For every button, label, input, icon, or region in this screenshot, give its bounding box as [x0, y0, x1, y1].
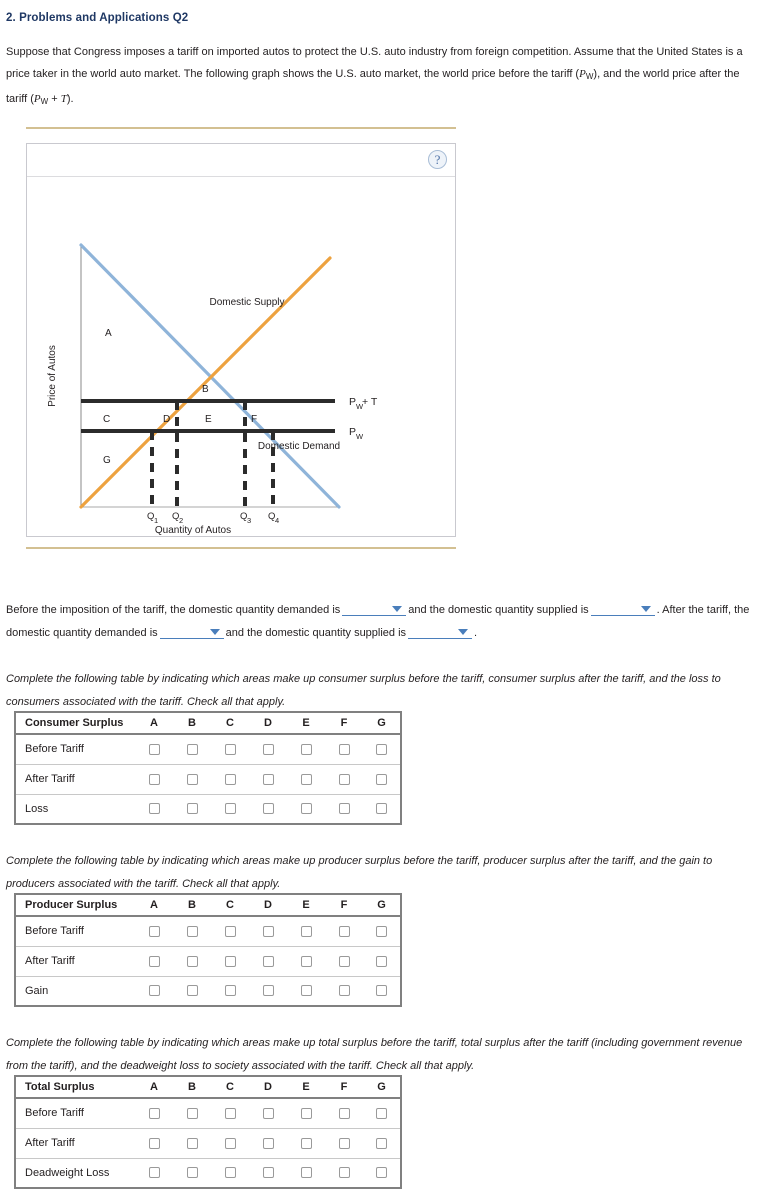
total-surplus-table — [14, 1075, 402, 1189]
pw-symbol-2: P — [33, 93, 41, 105]
cell-ps-after-b[interactable] — [173, 946, 211, 976]
checkbox[interactable] — [339, 803, 350, 814]
checkbox[interactable] — [263, 926, 274, 937]
q1-sub: 1 — [154, 516, 159, 525]
checkbox[interactable] — [149, 1108, 160, 1119]
checkbox[interactable] — [263, 956, 274, 967]
checkbox[interactable] — [376, 985, 387, 996]
cs-instr-line-1: Complete the following table by indicating which areas make up consumer surplus before the tariff, consumer surplus after the tariff, and the loss to — [6, 673, 721, 685]
row-label-after-tariff: After Tariff — [15, 1128, 135, 1158]
checkbox[interactable] — [149, 1138, 160, 1149]
table-row — [15, 976, 401, 1006]
domestic-demand-label: Domestic Demand — [257, 441, 341, 452]
checkbox[interactable] — [301, 985, 312, 996]
checkbox[interactable] — [376, 803, 387, 814]
table-row — [15, 916, 401, 946]
cell-ts-before-c[interactable] — [211, 1098, 249, 1128]
pw-symbol-1: P — [579, 68, 586, 80]
checkbox[interactable] — [301, 774, 312, 785]
cell-cs-after-a[interactable] — [135, 764, 173, 794]
cell-cs-after-d[interactable] — [249, 764, 287, 794]
price-label-pw — [349, 426, 364, 441]
checkbox[interactable] — [225, 774, 236, 785]
column-header-a: A — [135, 1076, 173, 1098]
cell-ps-gain-d[interactable] — [249, 976, 287, 1006]
checkbox[interactable] — [376, 926, 387, 937]
checkbox[interactable] — [376, 956, 387, 967]
cell-cs-loss-a[interactable] — [135, 794, 173, 824]
cell-cs-after-c[interactable] — [211, 764, 249, 794]
checkbox[interactable] — [339, 1167, 350, 1178]
cell-ps-before-e[interactable] — [287, 916, 325, 946]
intro-line-3b: ). — [66, 93, 74, 105]
column-header-a: A — [135, 712, 173, 734]
checkbox[interactable] — [301, 744, 312, 755]
dd-seg-6: . — [474, 627, 478, 639]
plus-sign: + — [48, 93, 61, 105]
checkbox[interactable] — [301, 956, 312, 967]
cell-ts-before-a[interactable] — [135, 1098, 173, 1128]
table-row — [15, 1128, 401, 1158]
supply-curve — [81, 258, 330, 507]
checkbox[interactable] — [376, 774, 387, 785]
cell-ps-before-a[interactable] — [135, 916, 173, 946]
cell-ps-after-f[interactable] — [325, 946, 363, 976]
cell-cs-loss-c[interactable] — [211, 794, 249, 824]
intro-line-2b: ), and the world price — [593, 68, 697, 80]
cell-ps-before-b[interactable] — [173, 916, 211, 946]
pw-sub: W — [356, 432, 364, 441]
cell-cs-before-b[interactable] — [173, 734, 211, 764]
pw-subscript-1: W — [585, 72, 594, 81]
dropdown-qd-after[interactable] — [160, 625, 224, 639]
column-header-b: B — [173, 1076, 211, 1098]
cell-cs-before-a[interactable] — [135, 734, 173, 764]
column-header-e: E — [287, 712, 325, 734]
cell-ps-gain-b[interactable] — [173, 976, 211, 1006]
cell-ts-after-e[interactable] — [287, 1128, 325, 1158]
column-header-g: G — [363, 894, 401, 916]
row-label-loss: Loss — [25, 802, 49, 815]
checkbox[interactable] — [263, 1108, 274, 1119]
cell-ps-gain-e[interactable] — [287, 976, 325, 1006]
graph-panel-header — [27, 144, 455, 177]
area-label-a: A — [105, 328, 112, 339]
checkbox[interactable] — [263, 1167, 274, 1178]
checkbox[interactable] — [339, 926, 350, 937]
q3-tick-label — [240, 511, 251, 525]
cell-cs-before-e[interactable] — [287, 734, 325, 764]
price-label-pw-plus-t — [349, 396, 378, 411]
q2-tick-label — [172, 511, 183, 525]
column-header-b: B — [173, 712, 211, 734]
checkbox[interactable] — [149, 803, 160, 814]
checkbox[interactable] — [301, 1138, 312, 1149]
cell-ts-dwl-f[interactable] — [325, 1158, 363, 1188]
graph-panel — [26, 143, 456, 537]
divider-bottom — [26, 547, 456, 549]
tariff-graph-svg — [27, 177, 455, 536]
cell-ts-after-d[interactable] — [249, 1128, 287, 1158]
checkbox[interactable] — [339, 956, 350, 967]
producer-surplus-title: Producer Surplus — [15, 894, 135, 916]
pw-plus-t-tail: + T — [362, 396, 378, 408]
cell-ts-after-b[interactable] — [173, 1128, 211, 1158]
checkbox[interactable] — [339, 744, 350, 755]
plot-area — [27, 177, 455, 536]
q2-letter: Q — [172, 511, 180, 522]
cell-ts-dwl-b[interactable] — [173, 1158, 211, 1188]
checkbox[interactable] — [187, 803, 198, 814]
intro-paragraph — [6, 41, 752, 113]
cell-ts-before-g[interactable] — [363, 1098, 401, 1128]
cell-ps-gain-f[interactable] — [325, 976, 363, 1006]
checkbox[interactable] — [225, 985, 236, 996]
area-label-d: D — [163, 414, 171, 425]
producer-surplus-instruction — [6, 850, 752, 896]
checkbox[interactable] — [225, 1108, 236, 1119]
cell-ps-after-d[interactable] — [249, 946, 287, 976]
cell-ts-dwl-d[interactable] — [249, 1158, 287, 1188]
column-header-c: C — [211, 712, 249, 734]
domestic-supply-label: Domestic Supply — [209, 297, 285, 308]
row-label-gain: Gain — [25, 984, 49, 997]
x-axis-label: Quantity of Autos — [154, 525, 232, 536]
area-label-b: B — [202, 384, 209, 395]
consumer-surplus-table — [14, 711, 402, 825]
cell-ts-dwl-c[interactable] — [211, 1158, 249, 1188]
ts-instr-line-2: revenue from the tariff), and the deadweight loss to society associated with the tariff. Check all that apply. — [6, 1037, 743, 1072]
checkbox[interactable] — [149, 985, 160, 996]
table-row — [15, 946, 401, 976]
checkbox[interactable] — [301, 803, 312, 814]
cell-ts-before-b[interactable] — [173, 1098, 211, 1128]
column-header-a: A — [135, 894, 173, 916]
cell-ts-after-c[interactable] — [211, 1128, 249, 1158]
q2-sub: 2 — [179, 516, 184, 525]
table-header-row — [15, 1076, 401, 1098]
cell-ts-dwl-e[interactable] — [287, 1158, 325, 1188]
cell-cs-after-e[interactable] — [287, 764, 325, 794]
cell-ps-before-g[interactable] — [363, 916, 401, 946]
cell-cs-before-c[interactable] — [211, 734, 249, 764]
checkbox[interactable] — [187, 1138, 198, 1149]
column-header-d: D — [249, 712, 287, 734]
checkbox[interactable] — [376, 1167, 387, 1178]
cell-cs-loss-e[interactable] — [287, 794, 325, 824]
cell-cs-before-g[interactable] — [363, 734, 401, 764]
y-axis-label: Price of Autos — [47, 345, 58, 407]
checkbox[interactable] — [339, 1138, 350, 1149]
cell-ts-after-f[interactable] — [325, 1128, 363, 1158]
checkbox[interactable] — [225, 956, 236, 967]
row-label-deadweight-loss: Deadweight Loss — [25, 1166, 110, 1179]
intro-line-3a: after the tariff ( — [6, 68, 740, 105]
area-label-f: F — [251, 414, 258, 425]
column-header-f: F — [325, 1076, 363, 1098]
cell-ps-after-c[interactable] — [211, 946, 249, 976]
cell-cs-before-d[interactable] — [249, 734, 287, 764]
column-header-d: D — [249, 1076, 287, 1098]
cell-cs-loss-g[interactable] — [363, 794, 401, 824]
area-label-e: E — [205, 414, 212, 425]
cell-ps-before-f[interactable] — [325, 916, 363, 946]
checkbox[interactable] — [376, 1108, 387, 1119]
pw-main: P — [349, 426, 357, 438]
table-row — [15, 794, 401, 824]
cell-ps-before-d[interactable] — [249, 916, 287, 946]
ps-instr-line-1: Complete the following table by indicating which areas make up producer surplus before the tariff, producer surplus after the tariff, and the gain to — [6, 855, 713, 867]
cs-instr-line-2: consumers associated with the tariff. Check all that apply. — [6, 696, 286, 708]
table-row — [15, 1098, 401, 1128]
cell-ts-after-a[interactable] — [135, 1128, 173, 1158]
cell-ts-before-d[interactable] — [249, 1098, 287, 1128]
checkbox[interactable] — [225, 1138, 236, 1149]
page-title: 2. Problems and Applications Q2 — [6, 12, 189, 24]
checkbox[interactable] — [225, 1167, 236, 1178]
checkbox[interactable] — [149, 1167, 160, 1178]
checkbox[interactable] — [263, 744, 274, 755]
q4-sub: 4 — [275, 516, 280, 525]
column-header-d: D — [249, 894, 287, 916]
divider-top — [26, 127, 456, 129]
dropdown-qd-before[interactable] — [342, 602, 406, 616]
dd-seg-3: . After the tariff, — [656, 604, 732, 616]
column-header-b: B — [173, 894, 211, 916]
pw-subscript-2: W — [40, 97, 49, 106]
producer-surplus-table — [14, 893, 402, 1007]
checkbox[interactable] — [225, 803, 236, 814]
dd-seg-1: Before the imposition of the tariff, the domestic quantity demanded is — [6, 604, 341, 616]
consumer-surplus-title: Consumer Surplus — [15, 712, 135, 734]
dd-seg-2: and the domestic quantity supplied is — [408, 604, 589, 616]
column-header-f: F — [325, 894, 363, 916]
cell-ps-after-g[interactable] — [363, 946, 401, 976]
ps-instr-line-2: producers associated with the tariff. Check all that apply. — [6, 878, 281, 890]
row-label-before-tariff: Before Tariff — [15, 916, 135, 946]
cell-cs-after-g[interactable] — [363, 764, 401, 794]
checkbox[interactable] — [339, 985, 350, 996]
checkbox[interactable] — [376, 744, 387, 755]
cell-cs-loss-b[interactable] — [173, 794, 211, 824]
dropdown-question-paragraph — [6, 599, 758, 645]
checkbox[interactable] — [263, 1138, 274, 1149]
table-row — [15, 1158, 401, 1188]
cell-ps-after-e[interactable] — [287, 946, 325, 976]
total-surplus-instruction — [6, 1032, 752, 1078]
cell-cs-after-b[interactable] — [173, 764, 211, 794]
checkbox[interactable] — [187, 1167, 198, 1178]
ts-instr-line-1: Complete the following table by indicating which areas make up total surplus before the tariff, total surplus after the tariff (including government — [6, 1037, 700, 1049]
checkbox[interactable] — [339, 774, 350, 785]
row-label-before-tariff: Before Tariff — [15, 734, 135, 764]
column-header-e: E — [287, 894, 325, 916]
column-header-f: F — [325, 712, 363, 734]
column-header-g: G — [363, 1076, 401, 1098]
cell-cs-after-f[interactable] — [325, 764, 363, 794]
cell-ts-dwl-a[interactable] — [135, 1158, 173, 1188]
dropdown-qs-before[interactable] — [591, 602, 655, 616]
checkbox[interactable] — [149, 774, 160, 785]
total-surplus-title: Total Surplus — [15, 1076, 135, 1098]
t-symbol: T — [60, 93, 67, 105]
row-label-after-tariff: After Tariff — [15, 764, 135, 794]
checkbox[interactable] — [187, 774, 198, 785]
cell-ts-after-g[interactable] — [363, 1128, 401, 1158]
table-row — [15, 764, 401, 794]
pw-plus-t-sub: W — [356, 402, 364, 411]
checkbox[interactable] — [187, 1108, 198, 1119]
checkbox[interactable] — [225, 744, 236, 755]
cell-ts-before-e[interactable] — [287, 1098, 325, 1128]
cell-cs-loss-d[interactable] — [249, 794, 287, 824]
q3-letter: Q — [240, 511, 248, 522]
checkbox[interactable] — [149, 926, 160, 937]
q3-sub: 3 — [247, 516, 252, 525]
cell-ps-gain-a[interactable] — [135, 976, 173, 1006]
intro-line-2a: a price taker in the world auto market. The following graph shows the U.S. auto market, the world price before the tariff ( — [6, 46, 743, 80]
checkbox[interactable] — [339, 1108, 350, 1119]
checkbox[interactable] — [263, 803, 274, 814]
table-header-row — [15, 712, 401, 734]
consumer-surplus-instruction — [6, 668, 752, 714]
pw-plus-t-main: P — [349, 396, 357, 408]
table-header-row — [15, 894, 401, 916]
table-row — [15, 734, 401, 764]
checkbox[interactable] — [301, 1167, 312, 1178]
checkbox[interactable] — [263, 774, 274, 785]
checkbox[interactable] — [301, 926, 312, 937]
q1-tick-label — [147, 511, 158, 525]
checkbox[interactable] — [187, 956, 198, 967]
area-label-c: C — [103, 414, 111, 425]
cell-ps-gain-c[interactable] — [211, 976, 249, 1006]
checkbox[interactable] — [301, 1108, 312, 1119]
intro-line-1: Suppose that Congress imposes a tariff on imported autos to protect the U.S. auto industry from foreign competition. Assume that the United States is — [6, 46, 734, 58]
column-header-c: C — [211, 1076, 249, 1098]
dd-seg-4: the domestic quantity demanded is — [6, 604, 750, 639]
checkbox[interactable] — [187, 926, 198, 937]
row-label-after-tariff: After Tariff — [15, 946, 135, 976]
dropdown-qs-after[interactable] — [408, 625, 472, 639]
row-label-before-tariff: Before Tariff — [15, 1098, 135, 1128]
column-header-e: E — [287, 1076, 325, 1098]
q1-letter: Q — [147, 511, 155, 522]
checkbox[interactable] — [187, 985, 198, 996]
area-label-g: G — [103, 455, 111, 466]
checkbox[interactable] — [149, 744, 160, 755]
checkbox[interactable] — [263, 985, 274, 996]
cell-cs-loss-f[interactable] — [325, 794, 363, 824]
checkbox[interactable] — [187, 744, 198, 755]
column-header-g: G — [363, 712, 401, 734]
column-header-c: C — [211, 894, 249, 916]
q4-tick-label — [268, 511, 279, 525]
checkbox[interactable] — [225, 926, 236, 937]
checkbox[interactable] — [376, 1138, 387, 1149]
cell-ts-before-f[interactable] — [325, 1098, 363, 1128]
q4-letter: Q — [268, 511, 276, 522]
cell-ps-before-c[interactable] — [211, 916, 249, 946]
cell-cs-before-f[interactable] — [325, 734, 363, 764]
cell-ps-gain-g[interactable] — [363, 976, 401, 1006]
cell-ts-dwl-g[interactable] — [363, 1158, 401, 1188]
checkbox[interactable] — [149, 956, 160, 967]
dd-seg-5: and the domestic quantity supplied is — [225, 627, 407, 639]
help-icon[interactable]: ? — [428, 150, 447, 169]
cell-ps-after-a[interactable] — [135, 946, 173, 976]
